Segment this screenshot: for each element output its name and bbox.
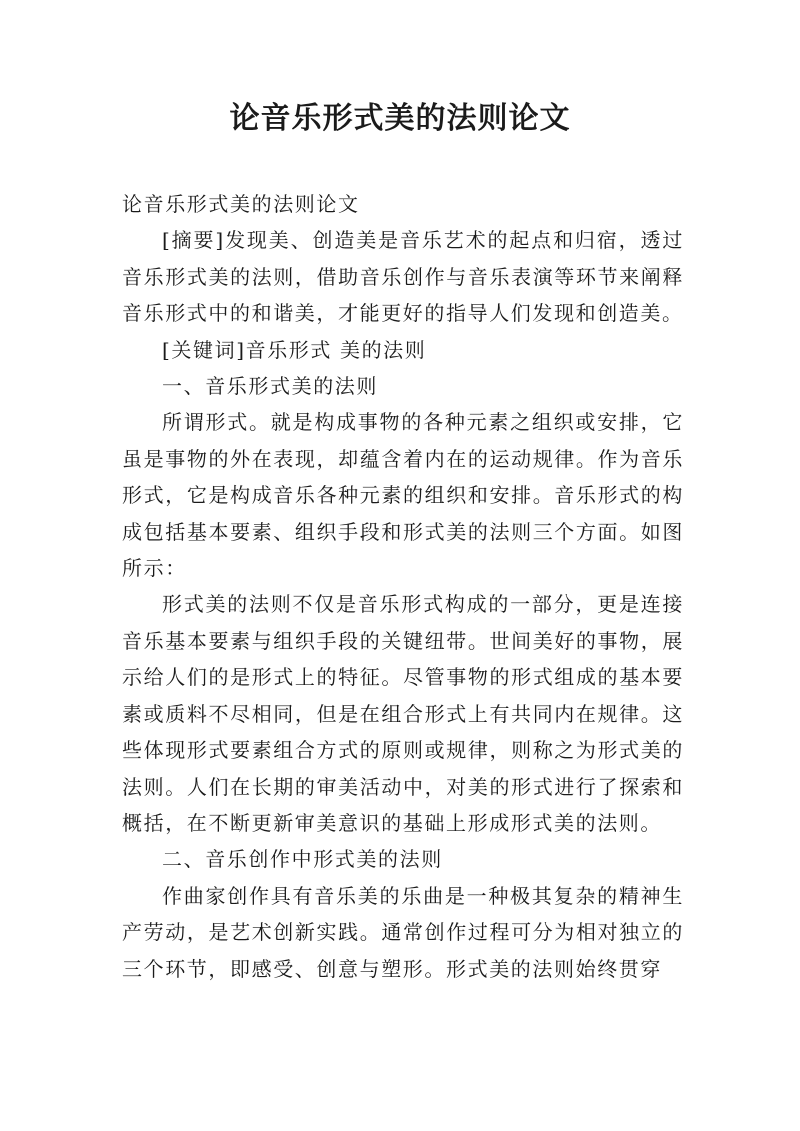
section-heading-1: 一、音乐形式美的法则: [162, 374, 378, 399]
body-heading: 论音乐形式美的法则论文: [122, 192, 360, 216]
document-title: 论音乐形式美的法则论文: [229, 101, 571, 136]
body-paragraph: 作曲家创作具有音乐美的乐曲是一种极其复杂的精神生产劳动，是艺术创新实践。通常创作过程可分为相对独立的三个环节，即感受、创意与塑形。形式美的法则始终贯穿: [122, 883, 684, 981]
keywords-paragraph: [关键词]音乐形式 美的法则: [162, 337, 427, 362]
document-body: [122, 186, 684, 987]
section-heading-2: 二、音乐创作中形式美的法则: [162, 847, 443, 872]
body-paragraph: 形式美的法则不仅是音乐形式构成的一部分，更是连接音乐基本要素与组织手段的关键纽带。世间美好的事物，展示给人们的是形式上的特征。尽管事物的形式组成的基本要素或质料不尽相同，但是在组合形式上有共同内在规律。这些体现形式要素组合方式的原则或规律，则称之为形式美的法则。人们在长期的审美活动中，对美的形式进行了探索和概括，在不断更新审美意识的基础上形成形式美的法则。: [122, 592, 684, 835]
abstract-paragraph: [摘要]发现美、创造美是音乐艺术的起点和归宿，透过音乐形式美的法则，借助音乐创作与音乐表演等环节来阐释音乐形式中的和谐美，才能更好的指导人们发现和创造美。: [122, 228, 684, 326]
body-paragraph: 所谓形式。就是构成事物的各种元素之组织或安排，它虽是事物的外在表现，却蕴含着内在的运动规律。作为音乐形式，它是构成音乐各种元素的组织和安排。音乐形式的构成包括基本要素、组织手段和形式美的法则三个方面。如图所示：: [122, 410, 684, 581]
